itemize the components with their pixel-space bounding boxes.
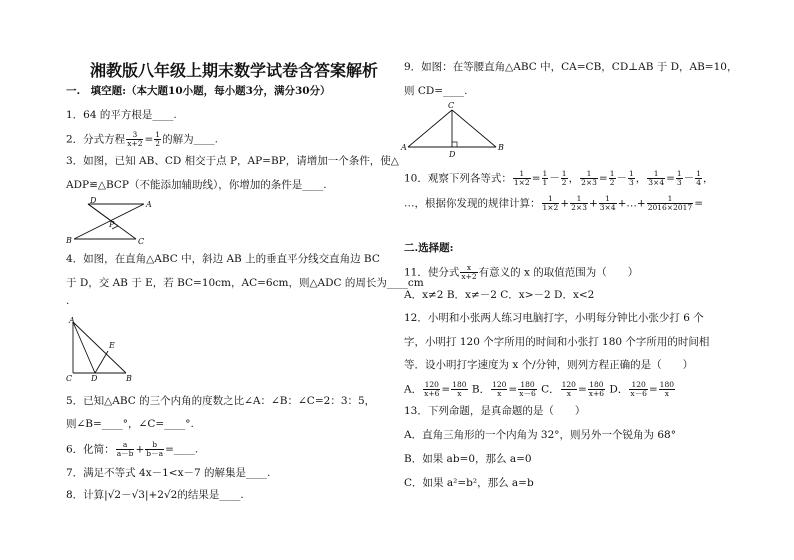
question-4-line-3: . <box>66 295 70 307</box>
q2-fraction-2: $\frac{1}{2}$ <box>155 130 161 148</box>
section-heading-fill-blank: 一. 填空题:（本大题10小题，每小题3分，满分30分） <box>66 85 331 97</box>
question-13: 13．下列命题，是真命题的是（ ） <box>404 405 586 417</box>
question-11: 11．使分式 $\frac{x}{x+2}$ 有意义的 x 的取值范围为（ ） <box>404 263 639 281</box>
fig4-label-c: C <box>66 374 73 383</box>
question-1: 1．64 的平方根是____. <box>66 109 177 121</box>
question-3-line-2: ADP≌△BCP（不能添加辅助线），你增加的条件是____. <box>66 179 327 191</box>
q2-fraction-1: $\frac{3}{x+2}$ <box>127 130 143 148</box>
q2-prefix: 2．分式方程 <box>66 133 126 146</box>
fig3-label-p: P <box>109 220 115 229</box>
fig9-label-c: C <box>448 101 455 110</box>
section-heading-multiple-choice: 二.选择题: <box>404 242 454 254</box>
question-12-line-1: 12．小明和小张两人练习电脑打字，小明每分钟比小张少打 6 个 <box>404 312 704 324</box>
fig3-label-a: A <box>146 200 152 209</box>
fig3-label-b: B <box>66 236 72 245</box>
question-8: 8．计算|√2－√3|+2√2的结果是____. <box>66 489 244 501</box>
fig9-label-a: A <box>401 143 407 152</box>
fig3-label-c: C <box>138 237 145 246</box>
question-7: 7．满足不等式 4x－1<x－7 的解集是____. <box>66 467 271 479</box>
question-12-line-2: 字，小明打 120 个字所用的时间和小张打 180 个字所用的时间相 <box>404 336 710 348</box>
question-12-line-3: 等．设小明打字速度为 x 个/分钟，则列方程正确的是（ ） <box>404 359 694 371</box>
fig9-label-b: B <box>498 143 504 152</box>
question-9-line-2: 则 CD=____. <box>404 85 468 97</box>
question-13-option-a: A．直角三角形的一个内角为 32°，则另外一个锐角为 68° <box>404 429 676 441</box>
fig4-label-b: B <box>126 374 132 383</box>
question-4-line-2: 于 D，交 AB 于 E，若 BC=10cm，AC=6cm，则△ADC 的周长为____cm <box>66 277 424 289</box>
fig9-label-d: D <box>449 150 456 159</box>
question-4-line-1: 4．如图，在直角△ABC 中，斜边 AB 上的垂直平分线交直角边 BC <box>66 253 380 265</box>
figure-3-intersecting-lines <box>62 195 162 247</box>
question-9-line-1: 9．如图：在等腰直角△ABC 中，CA=CB，CD⊥AB 于 D，AB=10， <box>404 61 738 73</box>
fig3-label-d: D <box>90 196 97 205</box>
question-12-options: A． $\frac{120}{x+6}$ = $\frac{180}{x}$ B． $\frac{120}{x}$ = $\frac{180}{x-6}$ C． $\frac{120}{x}$ = $\frac{180}{x+6}$ D． $\frac{120}{x-6}$ = $\frac{180}{x}$ <box>404 380 674 398</box>
question-10-line-1: 10．观察下列各等式： $\frac{1}{1\times 2}$ = $\frac{1}{1}$ － $\frac{1}{2}$ ， $\frac{1}{2\times 3}$ = $\frac{1}{2}$ － $\frac{1}{3}$ ， $\frac{1}{3\times 4}$ = $\frac{1}{3}$ － $\frac{1}{4}$ ， <box>404 169 714 187</box>
question-11-options: A．x≠2 B．x≠－2 C．x>－2 D．x<2 <box>404 289 595 301</box>
page-title: 湘教版八年级上期末数学试卷含答案解析 <box>90 61 379 80</box>
question-13-option-c: C．如果 a²=b²，那么 a=b <box>404 477 534 489</box>
q6-fraction-2: $\frac{b}{b-a}$ <box>146 440 164 458</box>
question-2: 2．分式方程 $\frac{3}{x+2}$ = $\frac{1}{2}$ 的解为____. <box>66 130 218 148</box>
figure-4-right-triangle <box>64 315 134 383</box>
question-3-line-1: 3．如图，已知 AB、CD 相交于点 P，AP=BP，请增加一个条件，使△ <box>66 155 399 167</box>
figure-9-isosceles-right-triangle <box>400 98 510 160</box>
fig4-label-e: E <box>109 341 115 350</box>
question-13-option-b: B．如果 ab=0，那么 a=0 <box>404 453 532 465</box>
question-10-line-2: …，根据你发现的规律计算： $\frac{1}{1\times 2}$ + $\frac{1}{2\times 3}$ + $\frac{1}{3\times 4}$ +…+ $\frac{1}{2016\times 2017}$ = <box>404 194 703 212</box>
fig4-label-a: A <box>69 316 75 325</box>
question-5-line-1: 5．已知△ABC 的三个内角的度数之比∠A：∠B：∠C=2：3：5， <box>66 395 376 407</box>
q6-fraction-1: $\frac{a}{a-b}$ <box>116 440 134 458</box>
question-5-line-2: 则∠B=____°，∠C=____°. <box>66 418 194 430</box>
question-6: 6．化简： $\frac{a}{a-b}$ + $\frac{b}{b-a}$ =____. <box>66 440 199 458</box>
fig4-label-d: D <box>91 374 98 383</box>
